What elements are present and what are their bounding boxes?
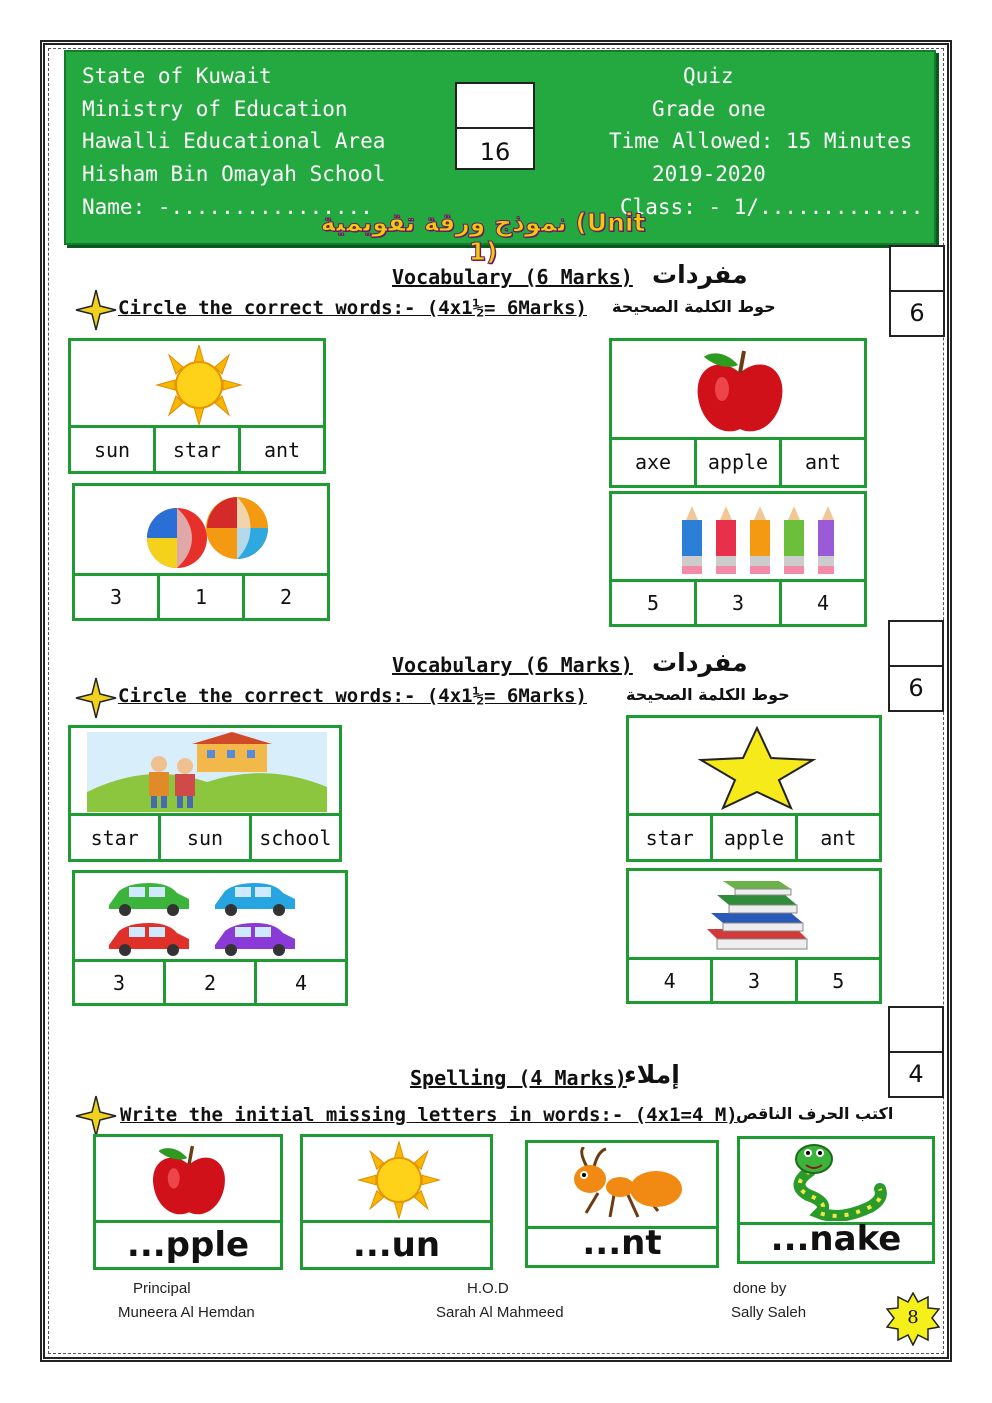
cars-picture: [75, 873, 345, 962]
vocab-card-apple: [609, 338, 867, 488]
header-school: Hisham Bin Omayah School: [82, 162, 386, 186]
vocab-card-star: [626, 715, 882, 862]
section3-title: Spelling (4 Marks): [410, 1066, 627, 1090]
apple-icon: [690, 345, 790, 437]
section2-mark-box[interactable]: [888, 620, 944, 712]
ant-icon: [558, 1147, 688, 1223]
vocab-card-balls: [72, 483, 330, 621]
option-ant[interactable]: ant: [820, 825, 857, 850]
sun-icon: [351, 1141, 447, 1219]
option-2[interactable]: 2: [279, 585, 293, 609]
vocab-card-pencils: [609, 491, 867, 627]
total-score: 16: [479, 138, 511, 166]
section1-mark: 6: [909, 299, 925, 327]
vocab-card-sun: [68, 338, 326, 474]
section2-title: Vocabulary (6 Marks): [392, 653, 633, 677]
section3-mark: 4: [908, 1060, 924, 1088]
option-5[interactable]: 5: [612, 582, 697, 624]
doneby-name: Sally Saleh: [731, 1304, 807, 1321]
section3-instruction: Write the initial missing letters in words:- (4x1=4 M): [120, 1104, 738, 1126]
books-icon: [701, 879, 813, 953]
page-number: 8: [907, 1307, 919, 1328]
star-picture: [629, 718, 879, 816]
header-grade: Grade one: [652, 97, 766, 121]
four-point-star-icon: [74, 676, 118, 720]
header-quiz: Quiz: [683, 64, 734, 88]
star-icon: [697, 726, 817, 810]
option-4[interactable]: 4: [816, 591, 830, 615]
option-star[interactable]: star: [156, 428, 241, 471]
hod-label: H.O.D: [467, 1280, 509, 1297]
header-area: Hawalli Educational Area: [82, 129, 386, 153]
spelling-card-ant: [525, 1140, 719, 1268]
pencils-picture: [612, 494, 864, 582]
section3-mark-box[interactable]: [888, 1006, 944, 1098]
option-apple[interactable]: apple: [697, 439, 782, 485]
option-ant[interactable]: ant: [263, 437, 301, 462]
cars-icon: [105, 879, 305, 957]
missing-letter-word[interactable]: ...pple: [126, 1225, 250, 1265]
missing-letter-word[interactable]: ...nt: [582, 1223, 662, 1263]
section1-instruction-ar: حوط الكلمة الصحيحة: [612, 297, 776, 316]
option-2[interactable]: 2: [166, 962, 257, 1003]
option-ant[interactable]: ant: [804, 450, 842, 474]
snake-icon: [780, 1141, 890, 1221]
principal-label: Principal: [133, 1280, 191, 1297]
option-3[interactable]: 3: [75, 576, 160, 618]
section1-instruction: Circle the correct words:- (4x1½= 6Marks): [118, 297, 587, 319]
option-star[interactable]: star: [629, 816, 713, 859]
option-4[interactable]: 4: [294, 970, 308, 995]
section3-title-ar: إملاء: [624, 1060, 680, 1089]
option-3[interactable]: 3: [697, 582, 782, 624]
pencils-icon: [676, 502, 836, 576]
spelling-card-snake: [737, 1136, 935, 1264]
option-axe[interactable]: axe: [612, 439, 697, 485]
four-point-star-icon: [74, 288, 118, 332]
header-ministry: Ministry of Education: [82, 97, 348, 121]
unit-title: نموذج ورقة تقويمية (Unit 1): [320, 208, 646, 266]
mark-entry: [890, 1008, 942, 1053]
option-school[interactable]: school: [259, 825, 332, 850]
page-number-badge: [886, 1292, 940, 1346]
option-5[interactable]: 5: [832, 968, 845, 993]
principal-name: Muneera Al Hemdan: [118, 1304, 255, 1321]
header-state: State of Kuwait: [82, 64, 272, 88]
hod-name: Sarah Al Mahmeed: [436, 1304, 564, 1321]
section2-mark: 6: [908, 674, 924, 702]
section2-instruction: Circle the correct words:- (4x1½= 6Marks): [118, 685, 587, 707]
class-field[interactable]: Class: - 1/.............: [620, 195, 924, 219]
doneby-label: done by: [733, 1280, 787, 1297]
option-sun[interactable]: sun: [161, 816, 251, 859]
apple-icon: [146, 1141, 232, 1219]
sun-icon: [149, 345, 249, 425]
vocab-card-cars: [72, 870, 348, 1006]
score-divider: [457, 127, 533, 129]
section1-mark-box[interactable]: [889, 245, 945, 337]
balls-picture: [75, 486, 327, 576]
section2-title-ar: مفردات: [652, 648, 748, 677]
school-children-icon: [87, 732, 327, 812]
option-4[interactable]: 4: [629, 960, 713, 1001]
four-point-star-icon: [74, 1094, 118, 1138]
beach-balls-icon: [137, 496, 282, 568]
option-sun[interactable]: sun: [71, 428, 156, 471]
books-picture: [629, 871, 879, 960]
option-apple[interactable]: apple: [713, 816, 797, 859]
option-star[interactable]: star: [71, 816, 161, 859]
section2-instruction-ar: حوط الكلمة الصحيحة: [626, 685, 790, 704]
spelling-card-sun: [300, 1134, 493, 1270]
header-year: 2019-2020: [652, 162, 766, 186]
option-1[interactable]: 1: [160, 576, 245, 618]
option-3[interactable]: 3: [713, 960, 797, 1001]
spelling-card-apple: [93, 1134, 283, 1270]
sun-picture: [71, 341, 323, 428]
missing-letter-word[interactable]: ...un: [352, 1225, 441, 1265]
option-3[interactable]: 3: [75, 962, 166, 1003]
vocab-card-school: [68, 725, 342, 862]
school-picture: [71, 728, 339, 816]
header-time: Time Allowed: 15 Minutes: [609, 129, 913, 153]
section3-instruction-ar: اكتب الحرف الناقص: [736, 1104, 894, 1123]
apple-picture: [612, 341, 864, 440]
ant-picture: [528, 1143, 716, 1229]
section1-title: Vocabulary (6 Marks): [392, 265, 633, 289]
section1-title-ar: مفردات: [652, 260, 748, 289]
missing-letter-word[interactable]: ...nake: [770, 1219, 902, 1259]
vocab-card-books: [626, 868, 882, 1004]
apple-picture: [96, 1137, 280, 1223]
snake-picture: [740, 1139, 932, 1225]
sun-picture: [303, 1137, 490, 1223]
total-score-box[interactable]: [455, 82, 535, 170]
name-field[interactable]: Name: -................: [82, 195, 373, 219]
mark-entry: [890, 622, 942, 667]
mark-entry: [891, 247, 943, 292]
